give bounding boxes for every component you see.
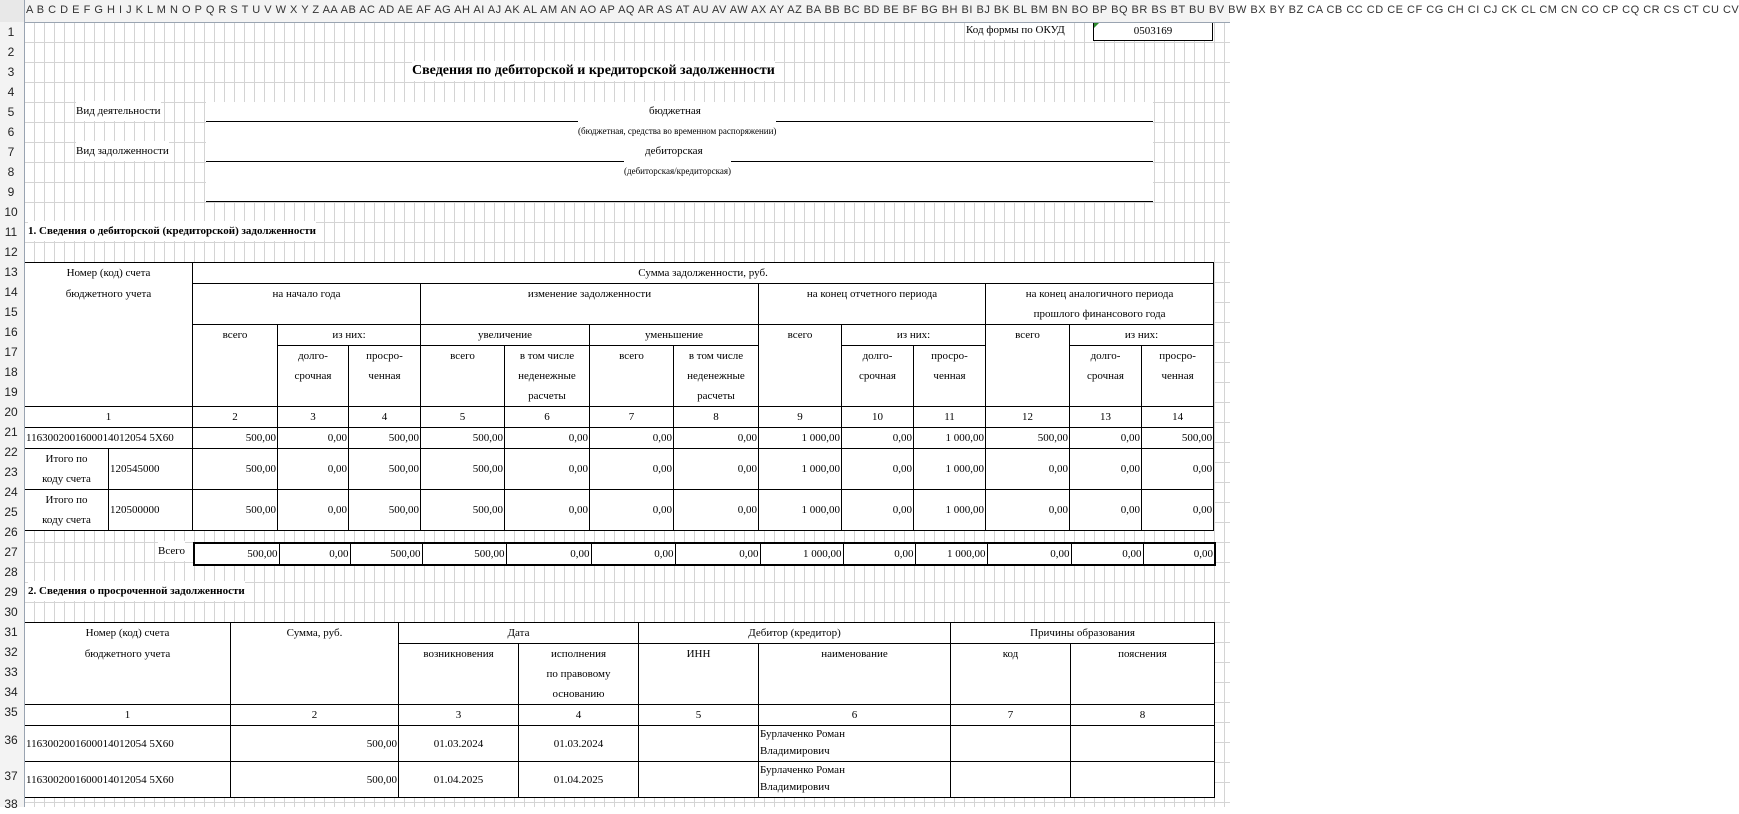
section2-title: 2. Сведения о просроченной задолженности [28, 581, 245, 601]
row-number[interactable]: 5 [7, 105, 15, 119]
h-dec-incl: в том числе неденежные расчеты [674, 346, 759, 407]
row-number[interactable]: 22 [4, 445, 18, 459]
row-number[interactable]: 31 [4, 625, 18, 639]
page-title: Сведения по дебиторской и кредиторской задолженности [412, 61, 775, 81]
h-of-prev: из них: [1070, 325, 1214, 346]
row-number[interactable]: 15 [4, 305, 18, 319]
h-prev-2: прошлого финансового года [986, 304, 1214, 325]
row-number[interactable]: 19 [4, 385, 18, 399]
h-total-prev: всего [986, 325, 1070, 407]
row-number[interactable]: 33 [4, 665, 18, 679]
column-letters[interactable]: A B C D E F G H I J K L M N O P Q R S T U V W X Y Z AA AB AC AD AE AF AG AH AI AJ AK AL AM AN AO AP AQ AR AS AT AU AV AW AX AY AZ BA BB BC BD BE BF BG BH BI BJ BK BL BM BN BO BP BQ BR BS BT BU BV BW BX BY BZ CA CB CC CD CE CF CG CH CI CJ CK CL CM CN CO CP CQ CR CS CT CU CV [26, 4, 1739, 16]
row-number[interactable]: 1 [7, 25, 15, 39]
h-account-2: бюджетного учета [25, 284, 193, 305]
h-prev: на конец аналогичного периода [986, 284, 1214, 305]
row-number[interactable]: 36 [4, 733, 18, 747]
h-long-end: долго- срочная [842, 346, 914, 407]
debt-kind-hint: (дебиторская/кредиторская) [624, 161, 731, 181]
row-number[interactable]: 9 [7, 185, 15, 199]
row-number[interactable]: 34 [4, 685, 18, 699]
row-number[interactable]: 30 [4, 605, 18, 619]
subtotal-row[interactable]: Итого по коду счета 120500000 500,00 0,00 500,00 500,00 0,00 0,00 0,00 1 000,00 0,00 1 000,00 0,00 0,00 0,00 [25, 490, 1214, 531]
h2-exec: исполнения по правовому основанию [519, 644, 639, 705]
activity-hint: (бюджетная, средства во временном распоряжении) [578, 121, 776, 141]
row-number[interactable]: 11 [4, 225, 18, 239]
subtotal-label: Итого по коду счета [25, 490, 109, 531]
h2-date: Дата [399, 623, 639, 644]
subtotal-label: Итого по коду счета [25, 449, 109, 490]
col-number-row-2: 1 2 3 4 5 6 7 8 [25, 705, 1215, 726]
row-number[interactable]: 38 [4, 797, 18, 811]
row-number[interactable]: 23 [4, 465, 18, 479]
activity-value[interactable]: бюджетная [649, 101, 701, 121]
h-total-end: всего [759, 325, 842, 407]
h2-reasons: Причины образования [951, 623, 1215, 644]
subtotal-row[interactable]: Итого по коду счета 120545000 500,00 0,00 500,00 500,00 0,00 0,00 0,00 1 000,00 0,00 1 000,00 0,00 0,00 0,00 [25, 449, 1214, 490]
h-of-end: из них: [842, 325, 986, 346]
table-row[interactable]: 1163002001600014012054 5X60 500,00 01.04.2025 01.04.2025 Бурлаченко Роман Владимирович [25, 762, 1215, 798]
table-row[interactable]: 1163002001600014012054 5X60 500,00 0,00 500,00 500,00 0,00 0,00 0,00 1 000,00 0,00 1 000,00 500,00 0,00 500,00 [25, 428, 1214, 449]
overdue-table [24, 622, 1215, 798]
activity-label: Вид деятельности [76, 101, 161, 121]
h2-debtor: Дебитор (кредитор) [639, 623, 951, 644]
row-number[interactable]: 35 [4, 705, 18, 719]
col-number-row: 1 2 3 4 5 6 7 8 9 10 11 12 13 14 [25, 407, 1214, 428]
h-inc: увеличение [421, 325, 590, 346]
h-dec: уменьшение [590, 325, 759, 346]
debt-kind-value[interactable]: дебиторская [645, 141, 703, 161]
h-inc-total: всего [421, 346, 505, 407]
row-number[interactable]: 26 [4, 525, 18, 539]
row-number[interactable]: 37 [4, 769, 18, 783]
h-over-start: просро- ченная [349, 346, 421, 407]
debt-table [24, 262, 1214, 531]
row-number[interactable]: 21 [4, 425, 18, 439]
h2-account-2: бюджетного учета [25, 644, 231, 664]
debtor-name: Бурлаченко Роман Владимирович [759, 726, 951, 762]
row-number[interactable]: 18 [4, 365, 18, 379]
select-all-corner[interactable] [0, 0, 25, 22]
okud-label: Код формы по ОКУД [966, 20, 1065, 40]
h2-code: код [951, 644, 1071, 705]
row-number[interactable]: 17 [4, 345, 18, 359]
row-header-bar [0, 22, 25, 811]
row-number[interactable]: 3 [7, 65, 15, 79]
h2-name: наименование [759, 644, 951, 705]
row-number[interactable]: 25 [4, 505, 18, 519]
h-over-prev: просро- ченная [1142, 346, 1214, 407]
total-row[interactable]: 500,00 0,00 500,00 500,00 0,00 0,00 0,00 1 000,00 0,00 1 000,00 0,00 0,00 0,00 [193, 542, 1216, 566]
h2-expl: пояснения [1071, 644, 1215, 705]
h2-sum: Сумма, руб. [231, 623, 399, 705]
row-number[interactable]: 12 [4, 245, 18, 259]
h-end: на конец отчетного периода [759, 284, 986, 305]
debt-kind-label: Вид задолженности [76, 141, 169, 161]
row-number[interactable]: 13 [4, 265, 18, 279]
row-number[interactable]: 16 [4, 325, 18, 339]
row-number[interactable]: 29 [4, 585, 18, 599]
h2-origin: возникновения [399, 644, 519, 705]
row-number[interactable]: 8 [7, 165, 15, 179]
h-long-start: долго- срочная [278, 346, 349, 407]
row-number[interactable]: 32 [4, 645, 18, 659]
debtor-name: Бурлаченко Роман Владимирович [759, 762, 951, 798]
account-cell: 1163002001600014012054 5X60 [25, 428, 193, 449]
h-start: на начало года [193, 284, 421, 305]
h-change: изменение задолженности [421, 284, 759, 305]
subtotal-code: 120500000 [109, 490, 193, 531]
row-number[interactable]: 6 [7, 125, 15, 139]
row-number[interactable]: 2 [7, 45, 15, 59]
row-number[interactable]: 10 [4, 205, 18, 219]
row-number[interactable]: 4 [7, 85, 15, 99]
h-dec-total: всего [590, 346, 674, 407]
row-number[interactable]: 14 [4, 285, 18, 299]
section1-title: 1. Сведения о дебиторской (кредиторской) задолженности [28, 221, 316, 241]
h-account: Номер (код) счета [25, 263, 193, 284]
h2-account: Номер (код) счета [25, 623, 231, 644]
h-inc-incl: в том числе неденежные расчеты [505, 346, 590, 407]
row-number[interactable]: 24 [4, 485, 18, 499]
subtotal-code: 120545000 [109, 449, 193, 490]
okud-value[interactable]: 0503169 [1093, 21, 1213, 41]
h-total-start: всего [193, 325, 278, 407]
row-number[interactable]: 20 [4, 405, 18, 419]
column-header-bar [0, 0, 1739, 23]
h-long-prev: долго- срочная [1070, 346, 1142, 407]
row-number[interactable]: 28 [4, 565, 18, 579]
table-row[interactable]: 1163002001600014012054 5X60 500,00 01.03.2024 01.03.2024 Бурлаченко Роман Владимирович [25, 726, 1215, 762]
h-sum: Сумма задолженности, руб. [193, 263, 1214, 284]
h2-inn: ИНН [639, 644, 759, 705]
h-of-start: из них: [278, 325, 421, 346]
row-number[interactable]: 27 [4, 545, 18, 559]
total-label: Всего [158, 541, 185, 561]
row-number[interactable]: 7 [7, 145, 15, 159]
h-over-end: просро- ченная [914, 346, 986, 407]
